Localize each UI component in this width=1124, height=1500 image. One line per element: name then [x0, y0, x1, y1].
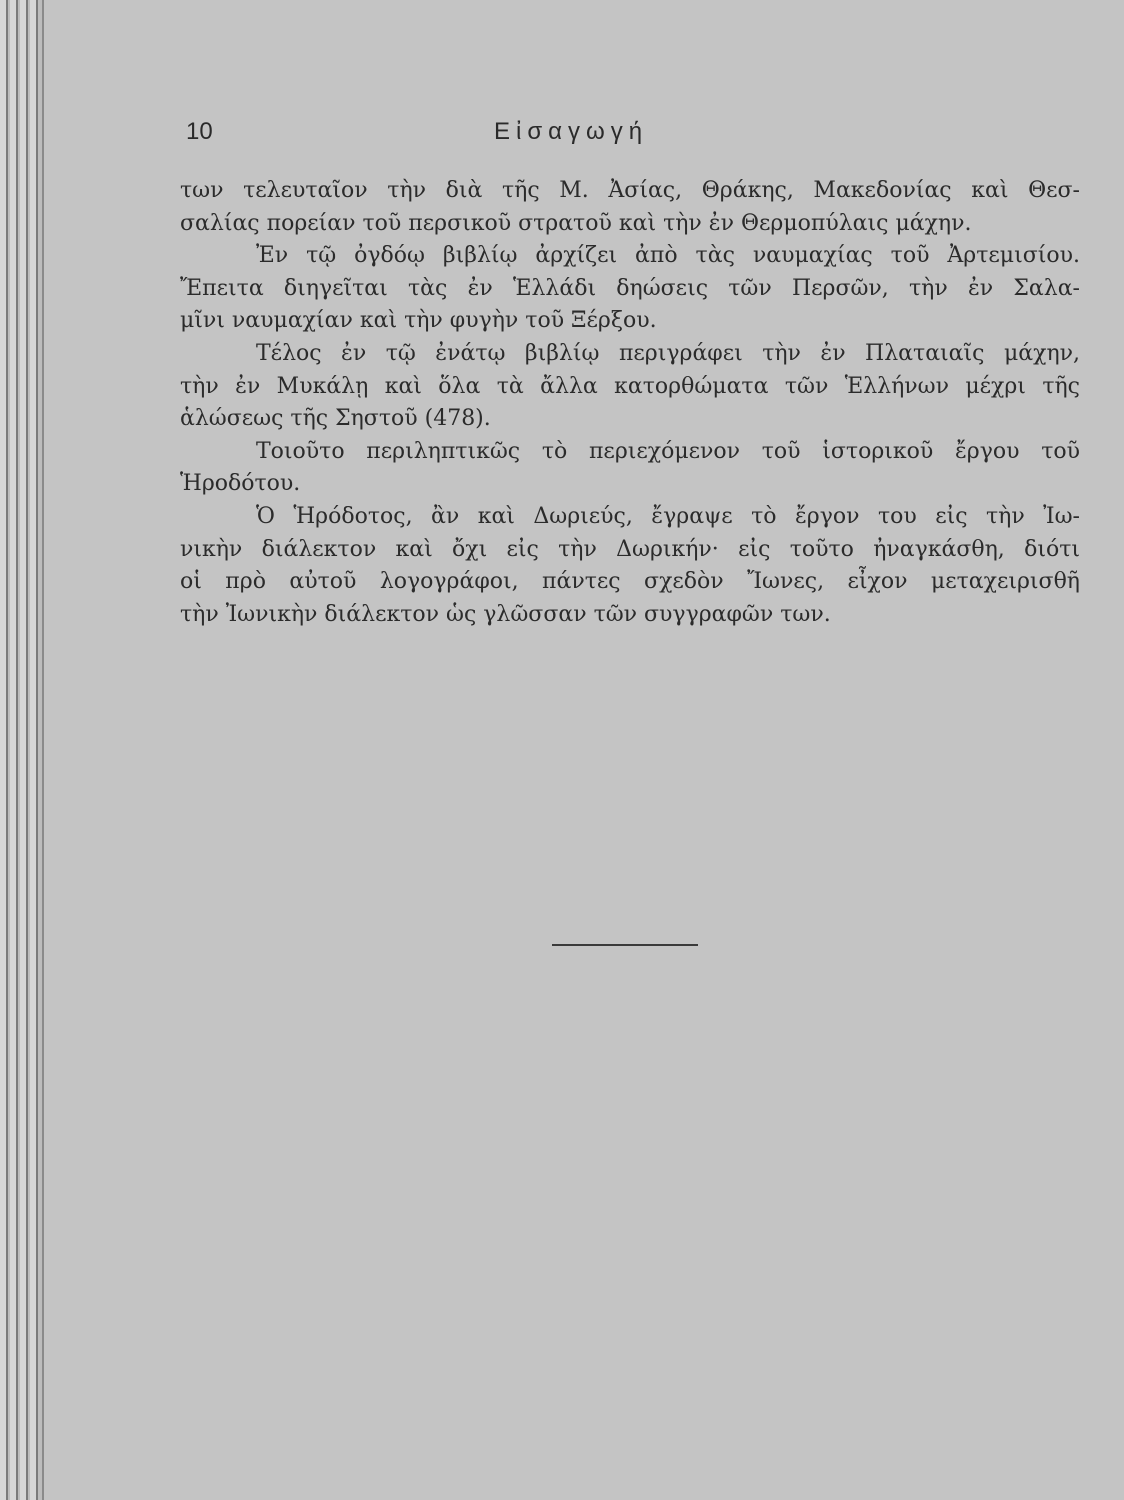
text-line: των τελευταῖον τὴν διὰ τῆς Μ. Ἀσίας, Θράκης, Μακεδονίας καὶ Θεσ- [180, 178, 1080, 203]
page-edge [30, 0, 38, 1500]
text-line: Τοιοῦτο περιληπτικῶς τὸ περιεχόμενον τοῦ ἱστορικοῦ ἔργου τοῦ [256, 438, 1080, 464]
page-edge [20, 0, 28, 1500]
page-edge [0, 0, 8, 1500]
text-line: Τέλος ἐν τῷ ἐνάτῳ βιβλίῳ περιγράφει τὴν ἐν Πλαταιαῖς μάχην, [256, 340, 1080, 366]
page-edge [10, 0, 18, 1500]
text-line: τὴν ἐν Μυκάλῃ καὶ ὅλα τὰ ἄλλα κατορθώματα τῶν Ἑλλήνων μέχρι τῆς [180, 373, 1080, 399]
body-text [180, 175, 1080, 631]
page-header [186, 118, 806, 158]
text-line: Ἐν τῷ ὀγδόῳ βιβλίῳ ἀρχίζει ἀπὸ τὰς ναυμαχίας τοῦ Ἀρτεμισίου. [256, 243, 1080, 269]
section-divider [552, 944, 698, 946]
text-line: Ἔπειτα διηγεῖται τὰς ἐν Ἑλλάδι δηώσεις τῶν Περσῶν, τὴν ἐν Σαλα- [180, 275, 1080, 301]
text-line: Ἡροδότου. [180, 471, 301, 497]
running-title: Εἰσαγωγή [494, 118, 649, 145]
text-line: νικὴν διάλεκτον καὶ ὄχι εἰς τὴν Δωρικήν· εἰς τοῦτο ἠναγκάσθη, διότι [180, 536, 1080, 562]
text-line: τὴν Ἰωνικὴν διάλεκτον ὡς γλῶσσαν τῶν συγγραφῶν των. [180, 601, 831, 627]
text-line: οἱ πρὸ αὐτοῦ λογογράφοι, πάντες σχεδὸν Ἴωνες, εἶχον μεταχειρισθῆ [180, 569, 1080, 595]
text-line: Ὁ Ἡρόδοτος, ἂν καὶ Δωριεύς, ἔγραψε τὸ ἔργον του εἰς τὴν Ἰω- [256, 503, 1080, 529]
page-number: 10 [186, 118, 213, 145]
text-line: ἁλώσεως τῆς Σηστοῦ (478). [180, 406, 491, 432]
text-line: μῖνι ναυμαχίαν καὶ τὴν φυγὴν τοῦ Ξέρξου. [180, 308, 657, 334]
text-line: σαλίας πορείαν τοῦ περσικοῦ στρατοῦ καὶ τὴν ἐν Θερμοπύλαις μάχην. [180, 210, 972, 236]
